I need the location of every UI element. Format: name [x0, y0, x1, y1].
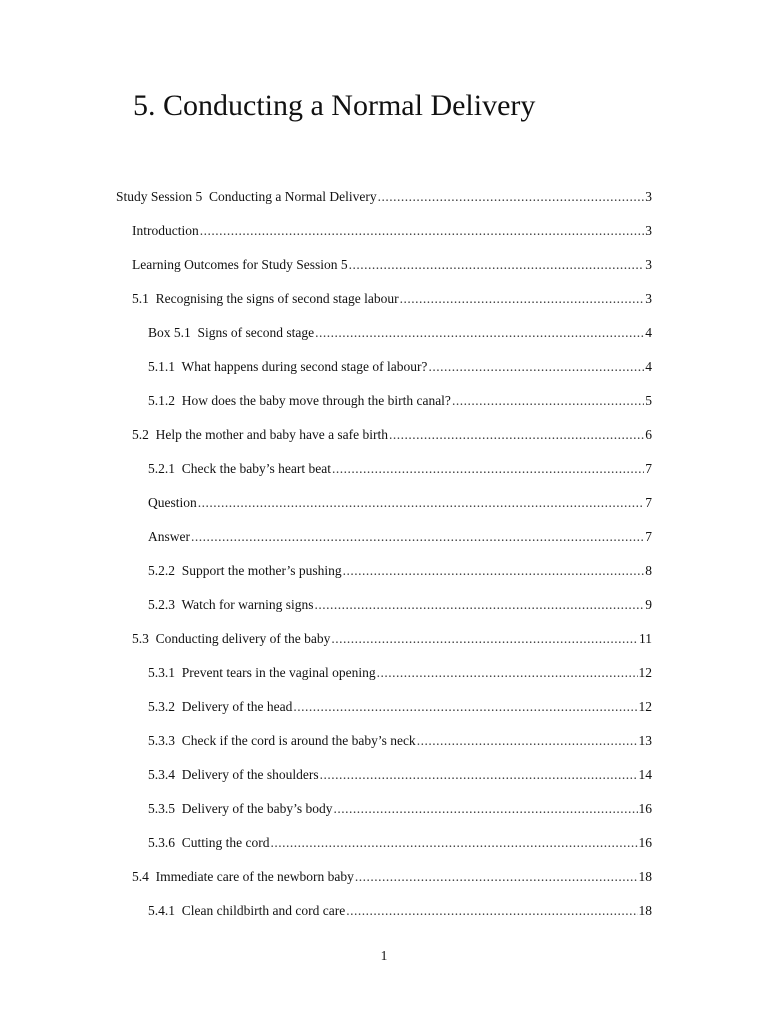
toc-entry-label: Study Session 5 Conducting a Normal Delivery	[116, 189, 377, 204]
toc-entry-label: 5.3.2 Delivery of the head	[148, 699, 293, 714]
toc-entry[interactable]	[148, 799, 652, 819]
toc-entry-page-number: 11	[639, 631, 652, 646]
toc-entry-page-number: 14	[638, 767, 652, 782]
toc-entry[interactable]	[148, 697, 652, 717]
toc-dot-leader	[198, 493, 645, 513]
toc-entry[interactable]	[148, 765, 652, 785]
toc-entry-page-number: 7	[645, 529, 652, 544]
toc-entry-label: 5.3.6 Cutting the cord	[148, 835, 270, 850]
toc-dot-leader	[332, 459, 644, 479]
toc-dot-leader	[320, 765, 638, 785]
toc-dot-leader	[378, 187, 645, 207]
toc-entry[interactable]	[132, 629, 652, 649]
toc-entry-page-number: 18	[638, 869, 652, 884]
toc-entry[interactable]	[148, 493, 652, 513]
toc-dot-leader	[331, 629, 638, 649]
toc-entry[interactable]	[148, 323, 652, 343]
toc-entry-label: 5.2 Help the mother and baby have a safe birth	[132, 427, 389, 442]
toc-entry-page-number: 7	[645, 461, 652, 476]
toc-entry-page-number: 3	[645, 223, 652, 238]
toc-entry-label: 5.3.4 Delivery of the shoulders	[148, 767, 319, 782]
toc-dot-leader	[315, 595, 645, 615]
toc-dot-leader	[200, 221, 645, 241]
toc-dot-leader	[333, 799, 637, 819]
toc-entry[interactable]	[148, 459, 652, 479]
toc-entry[interactable]	[132, 867, 652, 887]
toc-dot-leader	[355, 867, 638, 887]
toc-entry-label: Answer	[148, 529, 190, 544]
toc-entry-label: 5.4 Immediate care of the newborn baby	[132, 869, 354, 884]
page-number: 1	[380, 948, 388, 963]
toc-entry[interactable]	[116, 187, 652, 207]
toc-entry-label: Question	[148, 495, 197, 510]
toc-entry-label: 5.1 Recognising the signs of second stage labour	[132, 291, 399, 306]
toc-entry-label: 5.2.3 Watch for warning signs	[148, 597, 314, 612]
toc-dot-leader	[315, 323, 644, 343]
toc-entry-page-number: 7	[645, 495, 652, 510]
toc-entry[interactable]	[148, 731, 652, 751]
toc-entry-label: 5.3.5 Delivery of the baby’s body	[148, 801, 333, 816]
toc-entry[interactable]	[132, 289, 652, 309]
toc-entry-label: 5.2.1 Check the baby’s heart beat	[148, 461, 331, 476]
toc-entry-page-number: 12	[638, 665, 652, 680]
toc-entry[interactable]	[148, 527, 652, 547]
toc-dot-leader	[293, 697, 637, 717]
toc-entry-label: 5.4.1 Clean childbirth and cord care	[148, 903, 346, 918]
toc-entry-page-number: 4	[645, 359, 652, 374]
toc-dot-leader	[271, 833, 638, 853]
toc-entry[interactable]	[148, 595, 652, 615]
toc-entry-page-number: 3	[645, 189, 652, 204]
toc-entry-label: Introduction	[132, 223, 199, 238]
toc-entry-page-number: 3	[645, 291, 652, 306]
toc-entry-label: 5.1.2 How does the baby move through the birth canal?	[148, 393, 451, 408]
toc-dot-leader	[349, 255, 645, 275]
toc-entry-page-number: 16	[638, 801, 652, 816]
toc-entry-label: 5.3.3 Check if the cord is around the baby’s neck	[148, 733, 416, 748]
toc-entry-page-number: 6	[645, 427, 652, 442]
toc-dot-leader	[400, 289, 645, 309]
toc-entry[interactable]	[148, 901, 652, 921]
toc-entry-page-number: 3	[645, 257, 652, 272]
toc-dot-leader	[389, 425, 644, 445]
toc-entry-label: 5.2.2 Support the mother’s pushing	[148, 563, 342, 578]
page-title: 5. Conducting a Normal Delivery	[133, 89, 536, 122]
toc-entry-page-number: 8	[645, 563, 652, 578]
toc-entry-page-number: 16	[638, 835, 652, 850]
toc-entry[interactable]	[148, 391, 652, 411]
toc-entry-label: 5.1.1 What happens during second stage of labour?	[148, 359, 428, 374]
toc-entry-page-number: 18	[638, 903, 652, 918]
toc-entry-page-number: 13	[638, 733, 652, 748]
toc-entry[interactable]	[132, 425, 652, 445]
toc-entry[interactable]	[148, 357, 652, 377]
toc-dot-leader	[191, 527, 644, 547]
toc-dot-leader	[377, 663, 638, 683]
toc-dot-leader	[452, 391, 644, 411]
toc-entry-label: Learning Outcomes for Study Session 5	[132, 257, 348, 272]
toc-entry[interactable]	[148, 663, 652, 683]
toc-entry[interactable]	[148, 561, 652, 581]
toc-entry[interactable]	[132, 255, 652, 275]
toc-dot-leader	[428, 357, 644, 377]
toc-entry-page-number: 5	[645, 393, 652, 408]
toc-entry-label: 5.3 Conducting delivery of the baby	[132, 631, 331, 646]
toc-entry[interactable]	[132, 221, 652, 241]
toc-entry-label: 5.3.1 Prevent tears in the vaginal opening	[148, 665, 376, 680]
toc-entry-page-number: 4	[645, 325, 652, 340]
toc-dot-leader	[346, 901, 637, 921]
toc-dot-leader	[417, 731, 638, 751]
toc-entry-label: Box 5.1 Signs of second stage	[148, 325, 315, 340]
toc-dot-leader	[343, 561, 645, 581]
toc-entry[interactable]	[148, 833, 652, 853]
toc-entry-page-number: 12	[638, 699, 652, 714]
toc-entry-page-number: 9	[645, 597, 652, 612]
